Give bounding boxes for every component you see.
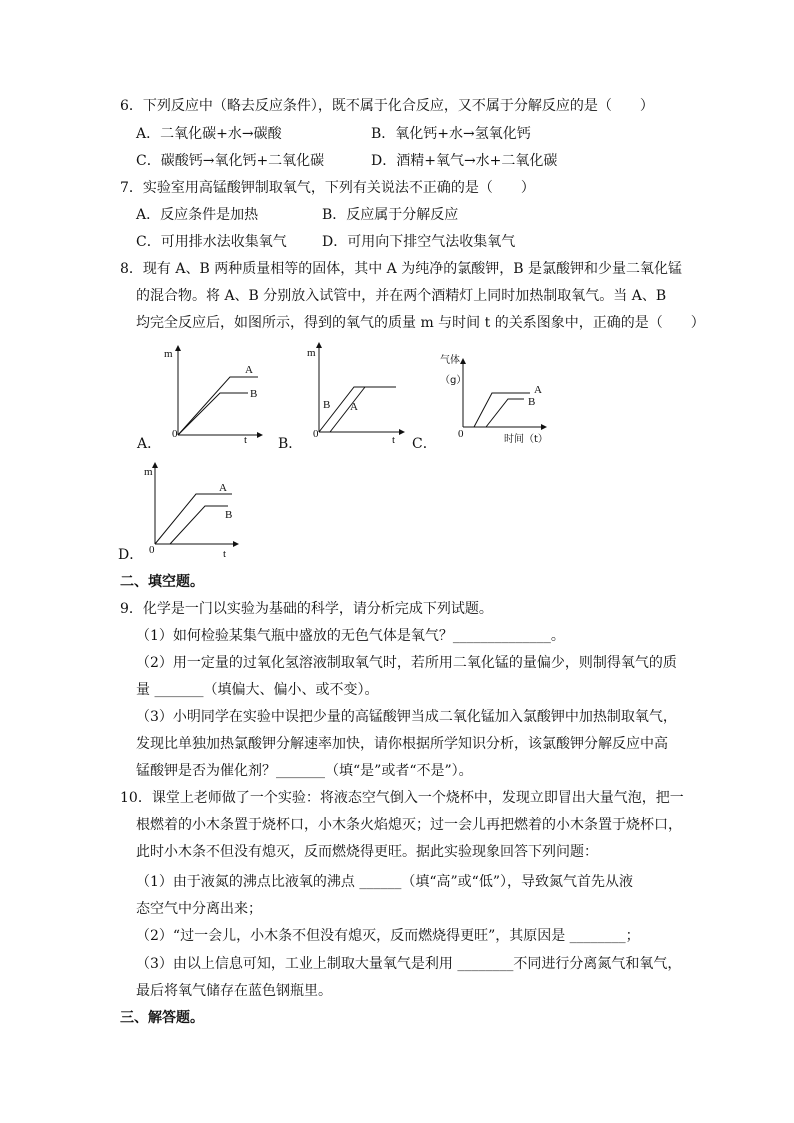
graph-c <box>436 355 551 450</box>
graph-c-y-label-1: 气体 <box>440 355 460 366</box>
q6-option-d: D．酒精+氧气→水+二氧化碳 <box>371 153 558 169</box>
section-2-heading: 二、填空题。 <box>120 574 204 590</box>
graph-d-label-b: B <box>225 509 233 521</box>
q8-line-1: 8．现有 A、B 两种质量相等的固体，其中 A 为纯净的氯酸钾，B 是氯酸钾和少量二氧化锰 <box>120 261 682 277</box>
q10-part-3-line-2: 最后将氧气储存在蓝色钢瓶里。 <box>136 983 332 999</box>
q6-option-c: C．碳酸钙→氧化钙+二氧化碳 <box>136 153 325 169</box>
graph-b-curve-a <box>330 387 365 432</box>
graph-c-label-a: A <box>534 384 542 396</box>
graph-a-label-a: A <box>245 364 253 376</box>
q7-option-b: B．反应属于分解反应 <box>322 207 459 223</box>
graph-b <box>302 342 412 447</box>
q8-option-d-label: D． <box>118 547 144 563</box>
graph-c-x-arrow-icon <box>541 424 547 430</box>
graph-d-label-a: A <box>219 482 227 494</box>
graph-b-label-b: B <box>323 399 331 411</box>
q9-part-3-line-3: 锰酸钾是否为催化剂？_______（填“是”或者“不是”）。 <box>136 763 473 779</box>
graph-c-curve-b <box>486 399 524 427</box>
q10-part-1-line-1: （1）由于液氮的沸点比液氧的沸点 ______（填“高”或“低”），导致氮气首先从液 <box>136 874 633 890</box>
q10-part-1-line-2: 态空气中分离出来； <box>136 901 262 917</box>
q8-line-3: 均完全反应后，如图所示，得到的氧气的质量 m 与时间 t 的关系图象中，正确的是（ ） <box>136 315 705 331</box>
graph-d-origin: 0 <box>149 544 155 556</box>
graph-a-y-arrow-icon <box>175 345 181 351</box>
graph-a-x-label: t <box>244 434 248 446</box>
graph-a-curve-b <box>178 393 248 435</box>
q7-option-d: D．可用向下排空气法收集氧气 <box>322 234 516 250</box>
q8-option-a-label: A． <box>137 436 162 452</box>
q9-stem: 9．化学是一门以实验为基础的科学，请分析完成下列试题。 <box>120 601 493 617</box>
graph-b-y-label: m <box>307 347 316 359</box>
graph-a <box>160 345 270 450</box>
graph-d-y-arrow-icon <box>152 462 158 468</box>
graph-a-x-arrow-icon <box>257 432 263 438</box>
q7-option-a: A．反应条件是加热 <box>136 207 259 223</box>
graph-c-curve-a <box>474 393 530 427</box>
graph-d <box>140 462 250 562</box>
q10-part-2: （2）“过一会儿，小木条不但没有熄灭，反而燃烧得更旺”，其原因是 ________； <box>136 928 640 944</box>
q10-line-2: 根燃着的小木条置于烧杯口，小木条火焰熄灭；过一会儿再把燃着的小木条置于烧杯口， <box>136 817 682 833</box>
q8-line-2: 的混合物。将 A、B 分别放入试管中，并在两个酒精灯上同时加热制取氧气。当 A、B <box>136 288 667 304</box>
graph-c-origin: 0 <box>458 428 464 440</box>
graph-b-y-arrow-icon <box>316 342 322 348</box>
q10-part-3-line-1: （3）由以上信息可知，工业上制取大量氧气是利用 ________不同进行分离氮气和氧气， <box>136 956 682 972</box>
q8-option-b-label: B． <box>278 436 303 452</box>
graph-b-label-a: A <box>350 401 358 413</box>
graph-d-curve-b <box>170 506 228 544</box>
q9-part-1: （1）如何检验某集气瓶中盛放的无色气体是氧气？______________。 <box>136 628 565 644</box>
graph-b-origin: 0 <box>313 428 319 440</box>
graph-d-x-label: t <box>223 548 227 560</box>
graph-a-y-label: m <box>164 348 173 360</box>
q9-part-2-line-1: （2）用一定量的过氧化氢溶液制取氧气时，若所用二氧化锰的量偏少，则制得氧气的质 <box>136 655 677 671</box>
q6-option-b: B．氧化钙+水→氢氧化钙 <box>371 126 531 142</box>
q7-stem: 7．实验室用高锰酸钾制取氧气，下列有关说法不正确的是（ ） <box>120 180 535 196</box>
q8-option-c-label: C． <box>412 436 437 452</box>
q6-option-a: A．二氧化碳+水→碳酸 <box>136 126 282 142</box>
graph-a-curve-a <box>178 377 258 435</box>
graph-c-y-label-2: （g） <box>440 375 467 386</box>
q9-part-3-line-2: 发现比单独加热氯酸钾分解速率加快，请你根据所学知识分析，该氯酸钾分解反应中高 <box>136 736 668 752</box>
graph-d-y-label: m <box>144 466 153 478</box>
graph-a-origin: 0 <box>172 428 178 440</box>
q6-stem: 6．下列反应中（略去反应条件），既不属于化合反应，又不属于分解反应的是（ ） <box>120 98 654 114</box>
graph-c-x-label: 时间（t） <box>504 434 548 445</box>
q10-line-3: 此时小木条不但没有熄灭，反而燃烧得更旺。据此实验现象回答下列问题： <box>136 844 598 860</box>
graph-b-x-arrow-icon <box>399 429 405 435</box>
q9-part-2-line-2: 量 _______（填偏大、偏小、或不变）。 <box>136 682 379 698</box>
graph-b-x-label: t <box>392 434 396 446</box>
q10-line-1: 10．课堂上老师做了一个实验：将液态空气倒入一个烧杯中，发现立即冒出大量气泡，把一 <box>120 790 684 806</box>
graph-c-y-arrow-icon <box>460 358 466 364</box>
graph-c-label-b: B <box>528 396 536 408</box>
section-3-heading: 三、解答题。 <box>120 1010 204 1026</box>
q7-option-c: C．可用排水法收集氧气 <box>136 234 287 250</box>
graph-d-x-arrow-icon <box>233 541 239 547</box>
q9-part-3-line-1: （3）小明同学在实验中误把少量的高锰酸钾当成二氧化锰加入氯酸钾中加热制取氧气， <box>136 709 677 725</box>
graph-a-label-b: B <box>250 388 258 400</box>
